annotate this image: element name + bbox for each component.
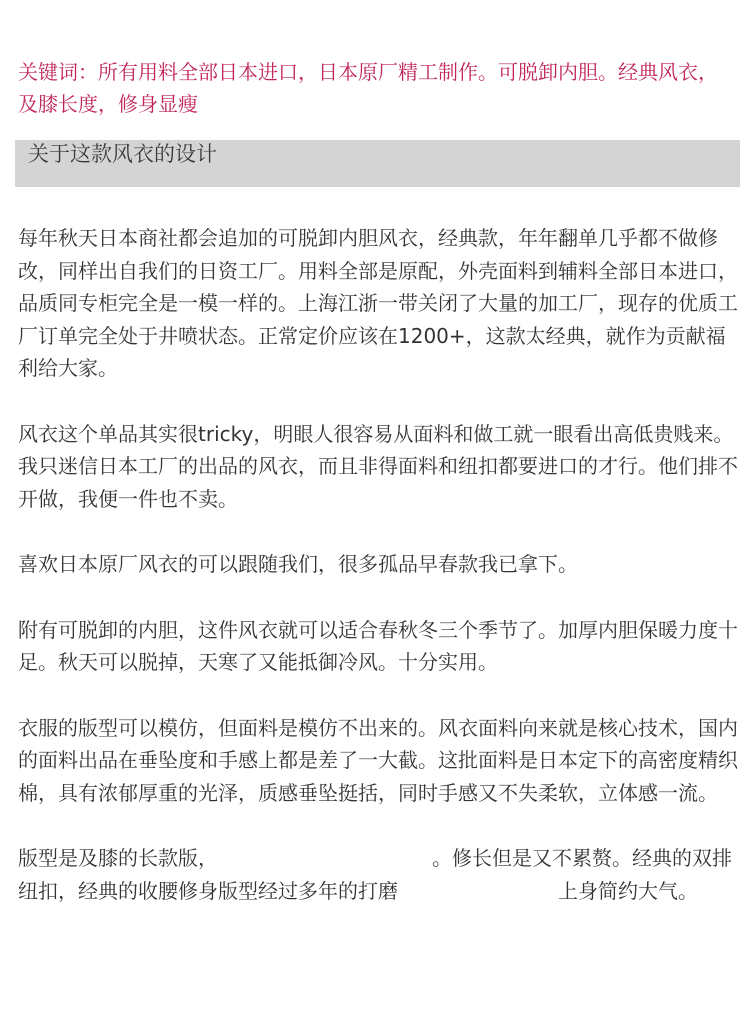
section-title: 关于这款风衣的设计: [28, 142, 217, 166]
paragraph-tricky: 风衣这个单品其实很tricky，明眼人很容易从面料和做工就一眼看出高低贵贱来。我只迷信日本工厂的出品的风衣，而且非得面料和纽扣都要进口的才行。他们排不开做，我便一件也不卖。: [18, 421, 738, 511]
paragraph-intro: 每年秋天日本商社都会追加的可脱卸内胆风衣，经典款，年年翻单几乎都不做修改，同样出自我们的日资工厂。用料全部是原配，外壳面料到辅料全部日本进口，品质同专柜完全是一模一样的。上海江浙一带关闭了大量的加工厂，现存的优质工厂订单完全处于井喷状态。正常定价应该在1200+，这款太经典，就作为贡献福利给大家。: [18, 226, 738, 380]
paragraph-lining: 附有可脱卸的内胆，这件风衣就可以适合春秋冬三个季节了。加厚内胆保暖力度十足。秋天可以脱掉，天寒了又能抵御冷风。十分实用。: [18, 617, 738, 674]
fit-text-part1: 版型是及膝的长款版，: [18, 846, 218, 870]
paragraph-fabric: 衣服的版型可以模仿，但面料是模仿不出来的。风衣面料向来就是核心技术，国内的面料出品在垂坠度和手感上都是差了一大截。这批面料是日本定下的高密度精织棉，具有浓郁厚重的光泽，质感垂坠挺括，同时手感又不失柔软，立体感一流。: [18, 715, 738, 805]
fit-text-part3: 上身简约大气。: [558, 878, 698, 903]
section-header: [15, 140, 740, 187]
keywords-text: 关键词：所有用料全部日本进口，日本原厂精工制作。可脱卸内胆。经典风衣，及膝长度，修身显瘦: [18, 60, 718, 116]
article-body: [18, 222, 740, 940]
paragraph-follow: 喜欢日本原厂风衣的可以跟随我们，很多孤品早春款我已拿下。: [18, 552, 578, 576]
paragraph-fit: [18, 842, 740, 907]
fit-text-part2: 。修长但是又不累赘。经典的双排纽扣，经典的收腰修身版型经过多年的打磨: [18, 846, 732, 903]
